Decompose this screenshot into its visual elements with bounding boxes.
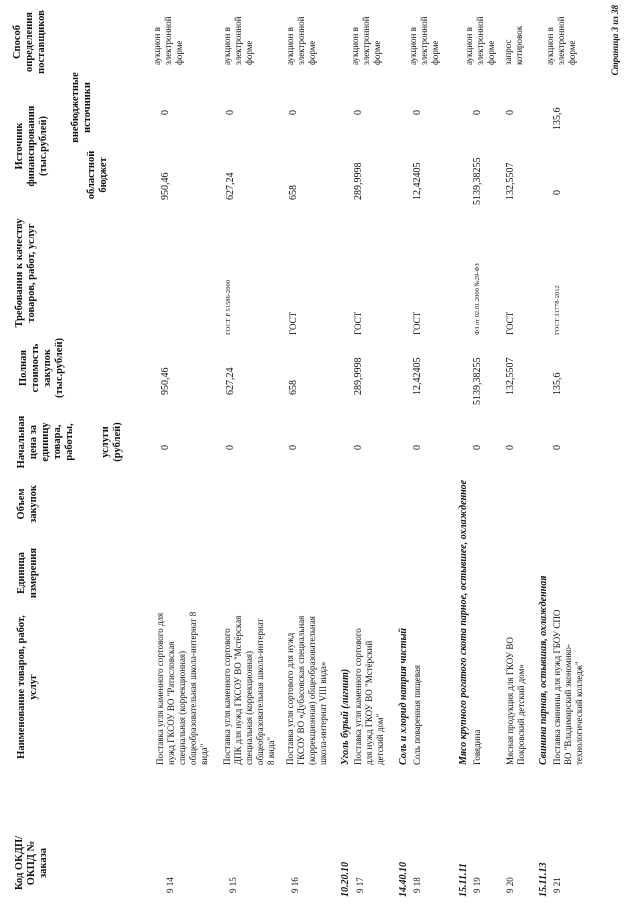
row-funding-extra: 0 [353,110,364,115]
row-start-price: 0 [505,445,516,450]
row-code: 9 20 [505,877,515,893]
row-funding-regional: 658 [288,185,299,200]
row-method: аукцион в электронной форме [285,16,317,65]
row-code: 9 21 [552,877,562,893]
row-funding-extra: 0 [505,110,516,115]
row-quality: ГОСТ [505,311,515,335]
row-total: 950,46 [160,367,171,395]
row-funding-extra: 135,6 [552,107,563,130]
header-method: Способ определения поставщиков [12,10,47,74]
page-number: Страница 3 из 38 [610,5,620,76]
category-label: Уголь бурый (лигнит) [340,668,351,765]
row-funding-extra: 0 [225,110,236,115]
category-code: 14.40.10 [398,862,409,897]
row-funding-regional: 12,42405 [412,162,423,200]
row-start-price: 0 [225,445,236,450]
row-quality: ГОСТ [353,311,363,335]
row-name: Говядина [472,729,482,765]
row-quality: ГОСТ 31778-2012 [554,285,561,335]
row-start-price: 0 [288,445,299,450]
row-method: аукцион в электронной форме [408,16,440,65]
row-code: 9 18 [412,877,422,893]
header-volume: Объем закупок [16,485,39,523]
row-start-price: 0 [160,445,171,450]
row-total: 5139,38255 [472,357,483,405]
header-code: Код ОКДП/ ОКПД № заказа [14,835,49,891]
row-name: Поставка угля каменного сортового для нужд ГКСОУ ВО "Ратисловская специальная (коррекционная) общеобразовательная школа-интернат 8 вида" [155,611,209,765]
row-total: 627,24 [225,367,236,395]
row-start-price: 0 [353,445,364,450]
header-funding: Источник финансирования (тыс.рублей) [14,105,49,187]
row-funding-extra: 0 [288,110,299,115]
row-funding-regional: 950,46 [160,172,171,200]
row-method: запрос котировок [503,25,524,65]
row-funding-extra: 0 [472,110,483,115]
header-start-price: Начальная цена за единицу товара, работы, [16,415,75,469]
row-quality: ГОСТ Р 51586-2000 [225,280,232,335]
row-code: 9 16 [290,877,300,893]
category-code: 10.20.10 [340,862,351,897]
category-label: Свинина парная, остывшая, охлажденная [538,575,549,765]
row-total: 289,9998 [353,357,364,395]
row-method: аукцион в электронной форме [222,16,254,65]
row-method: аукцион в электронной форме [350,16,382,65]
row-start-price: 0 [412,445,423,450]
header-funding-regional: областной бюджет [86,150,109,200]
row-funding-regional: 0 [552,190,563,195]
row-code: 9 19 [472,877,482,893]
row-total: 135,6 [552,372,563,395]
header-unit: Единица измерения [16,547,39,599]
row-name: Соль поваренная пищевая [412,664,422,765]
row-code: 9 14 [165,877,175,893]
category-code: 15.11.13 [538,862,549,897]
row-funding-regional: 289,9998 [353,162,364,200]
row-quality: ГОСТ [288,311,298,335]
row-name: Поставка свинины для нужд ГБОУ СПО ВО "Владимирский экономико-технологический колледж" [552,609,584,765]
category-label: Мясо крупного рогатого скота парное, остывшее, охлажденное [458,479,469,765]
row-total: 132,5507 [505,357,516,395]
row-method: аукцион в электронной форме [545,16,577,65]
row-funding-regional: 132,5507 [505,162,516,200]
row-funding-regional: 5139,38255 [472,157,483,205]
header-quality: Требования к качеству товаров, работ, услуг [14,218,37,328]
row-total: 12,42405 [412,357,423,395]
row-start-price: 0 [552,445,563,450]
row-funding-extra: 0 [160,110,171,115]
header-funding-extra: внебюджетные источники [70,72,93,143]
row-method: аукцион в электронной форме [152,16,184,65]
row-name: Мясная продукция для ГКОУ ВО Покровский детский дом» [505,637,526,765]
row-method: аукцион в электронной форме [464,16,496,65]
header-name: Наименование товаров, работ, услуг [16,615,39,759]
row-name: Поставка угля сортового для нужд ГКСОУ ВО «Дубасовская специальная (коррекционная) общеобразовательная школа-интернат VIII вида» [285,615,328,765]
row-quality: ФЗ от 02.01.2000 №29-ФЗ [474,263,481,335]
header-start-price-unit: услуги (рублей) [100,422,123,462]
row-code: 9 17 [355,877,365,893]
row-code: 9 15 [228,877,238,893]
header-total: Полная стоимость закупок (тыс.рублей) [18,337,65,399]
row-quality: ГОСТ [412,311,422,335]
category-label: Соль и хлорид натрия чистый [398,628,409,765]
row-funding-extra: 0 [412,110,423,115]
row-name: Поставка угля каменного сортового для нужд ГКОУ ВО "Мстёрский детский дом" [353,628,385,765]
row-total: 658 [288,380,299,395]
category-code: 15.11.11 [458,863,469,897]
row-funding-regional: 627,24 [225,172,236,200]
row-name: Поставка угля каменного сортового ДПК для нужд ГКСОУ ВО "Мстёрская специальная (коррекционная) общеобразовательная школа-интернат 8 вида" [222,615,276,765]
row-start-price: 0 [472,445,483,450]
